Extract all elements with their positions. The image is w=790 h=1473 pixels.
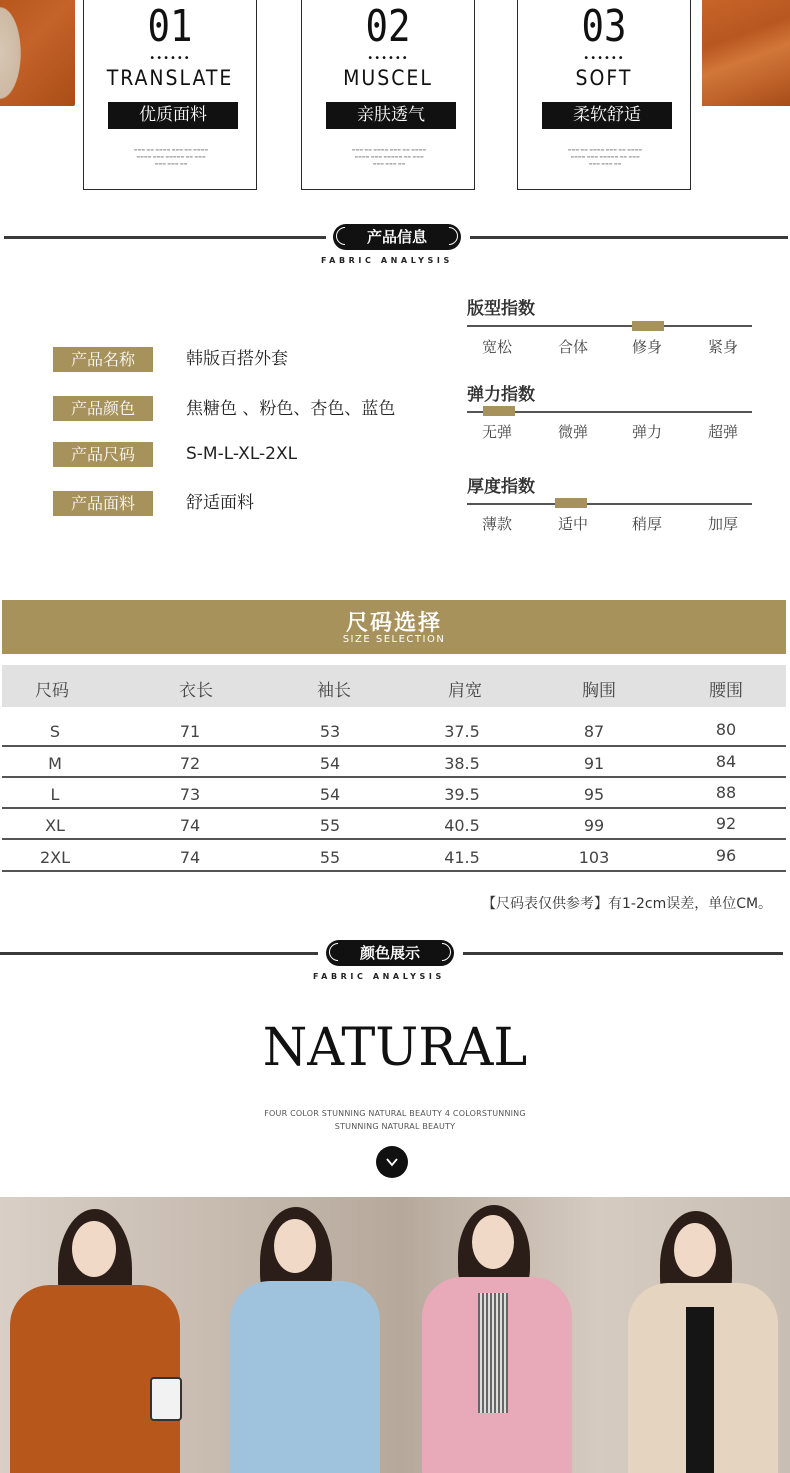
table-cell: 39.5 (444, 785, 480, 804)
info-label-size: 产品尺码 (53, 442, 153, 467)
feature-chinese: 亲肤透气 (326, 102, 456, 129)
row-divider (2, 776, 786, 778)
info-value-size: S-M-L-XL-2XL (186, 444, 298, 464)
table-cell: 91 (583, 754, 605, 773)
table-cell: 80 (715, 720, 737, 739)
size-table-note: 【尺码表仅供参考】有1-2cm误差，单位CM。 (482, 896, 773, 912)
index-title-thickness: 厚度指数 (467, 477, 535, 497)
table-cell: 55 (319, 848, 341, 867)
index-option: 修身 (631, 338, 662, 356)
table-cell: 92 (715, 814, 737, 833)
info-value-name: 韩版百搭外套 (186, 349, 288, 369)
table-row (2, 785, 786, 816)
feature-chinese: 柔软舒适 (542, 102, 672, 129)
feature-fine-print-decoration: ▬▬▬ ▬▬ ▬▬▬▬ ▬▬▬ ▬▬ ▬▬▬▬ ▬▬▬▬ ▬▬▬ ▬▬▬▬▬ ▬▬ ▬▬▬ ▬▬▬ ▬▬▬ ▬▬ (133, 147, 209, 166)
table-cell: 54 (319, 785, 341, 804)
index-option: 稍厚 (631, 515, 662, 533)
feature-dots: •••••• (149, 53, 191, 64)
table-cell: 41.5 (444, 848, 480, 867)
table-cell: 40.5 (444, 816, 480, 835)
table-cell: 95 (583, 785, 605, 804)
table-cell: 99 (583, 816, 605, 835)
table-row (2, 816, 786, 847)
info-label-color: 产品颜色 (53, 396, 153, 421)
fabric-swatch-left (0, 0, 75, 106)
table-cell: 84 (715, 752, 737, 771)
inner-striped-top (478, 1293, 508, 1413)
section-header-subtitle: FABRIC ANALYSIS (321, 256, 453, 265)
index-marker-thickness (555, 498, 587, 508)
info-label-name: 产品名称 (53, 347, 153, 372)
model-photo-caramel (0, 1197, 200, 1473)
table-cell: 71 (179, 722, 201, 741)
table-cell: S (49, 722, 61, 741)
size-selection-title: 尺码选择 (345, 610, 442, 636)
table-row (2, 754, 786, 785)
index-title-fit: 版型指数 (467, 299, 535, 319)
table-cell: 87 (583, 722, 605, 741)
index-title-elasticity: 弹力指数 (467, 385, 535, 405)
table-cell: M (48, 754, 62, 773)
feature-fine-print-decoration: ▬▬▬ ▬▬ ▬▬▬▬ ▬▬▬ ▬▬ ▬▬▬▬ ▬▬▬▬ ▬▬▬ ▬▬▬▬▬ ▬▬ ▬▬▬ ▬▬▬ ▬▬▬ ▬▬ (351, 147, 427, 166)
feature-dots: •••••• (583, 53, 625, 64)
model-face (72, 1221, 116, 1277)
feature-number: 02 (365, 1, 411, 52)
table-cell: 38.5 (444, 754, 480, 773)
index-option: 超弹 (707, 423, 738, 441)
index-option: 加厚 (707, 515, 738, 533)
index-marker-fit (632, 321, 664, 331)
table-cell: 96 (715, 846, 737, 865)
index-option: 弹力 (631, 423, 662, 441)
table-cell: 73 (179, 785, 201, 804)
index-option: 薄款 (481, 515, 512, 533)
index-option: 无弹 (481, 423, 512, 441)
inner-dress (686, 1307, 714, 1473)
feature-number: 01 (147, 1, 193, 52)
table-cell: 72 (179, 754, 201, 773)
table-cell: 74 (179, 816, 201, 835)
row-divider (2, 838, 786, 840)
column-header: 衣长 (179, 681, 213, 701)
row-divider (2, 807, 786, 809)
feature-number: 03 (581, 1, 627, 52)
size-selection-subtitle: SIZE SELECTION (342, 634, 446, 645)
table-cell: L (50, 785, 60, 804)
info-label-fabric: 产品面料 (53, 491, 153, 516)
index-scale-fit (467, 325, 752, 327)
column-header: 尺码 (35, 681, 69, 701)
table-cell: 55 (319, 816, 341, 835)
column-header: 胸围 (582, 681, 616, 701)
row-divider (2, 745, 786, 747)
feature-dots: •••••• (367, 53, 409, 64)
model-face (674, 1223, 716, 1277)
natural-title: NATURAL (262, 1018, 528, 1078)
feature-card-3 (517, 0, 691, 190)
index-option: 适中 (557, 515, 588, 533)
feature-card-1 (83, 0, 257, 190)
model-photo-apricot (600, 1197, 790, 1473)
size-table-header (2, 665, 786, 707)
model-photo-blue (200, 1197, 400, 1473)
table-row (2, 722, 786, 753)
info-value-fabric: 舒适面料 (186, 493, 254, 513)
index-option: 紧身 (707, 338, 738, 356)
table-cell: 37.5 (444, 722, 480, 741)
table-cell: 2XL (39, 848, 71, 867)
model-coat (230, 1281, 380, 1473)
model-face (274, 1219, 316, 1273)
natural-subtitle-line2: STUNNING NATURAL BEAUTY (334, 1122, 456, 1131)
feature-chinese: 优质面料 (108, 102, 238, 129)
feature-english: SOFT (575, 66, 633, 90)
handbag (150, 1377, 182, 1421)
table-cell: 74 (179, 848, 201, 867)
feature-fine-print-decoration: ▬▬▬ ▬▬ ▬▬▬▬ ▬▬▬ ▬▬ ▬▬▬▬ ▬▬▬▬ ▬▬▬ ▬▬▬▬▬ ▬▬ ▬▬▬ ▬▬▬ ▬▬▬ ▬▬ (567, 147, 643, 166)
size-selection-banner (2, 600, 786, 654)
row-divider (2, 870, 786, 872)
info-value-color: 焦糖色 、粉色、杏色、蓝色 (186, 399, 396, 419)
model-face (472, 1215, 514, 1269)
column-header: 腰围 (709, 681, 743, 701)
feature-card-2 (301, 0, 475, 190)
table-cell: 53 (319, 722, 341, 741)
divider-line (0, 952, 318, 955)
divider-line (4, 236, 326, 239)
table-cell: XL (45, 816, 65, 835)
divider-line (470, 236, 788, 239)
column-header: 袖长 (317, 681, 351, 701)
feature-english: MUSCEL (343, 66, 433, 90)
table-cell: 103 (578, 848, 610, 867)
section-header-product-info: 产品信息 (333, 224, 461, 250)
table-cell: 88 (715, 783, 737, 802)
index-marker-elasticity (483, 406, 515, 416)
fabric-swatch-right (702, 0, 790, 106)
index-option: 合体 (557, 338, 588, 356)
section-header-subtitle: FABRIC ANALYSIS (313, 972, 445, 981)
natural-subtitle-line1: FOUR COLOR STUNNING NATURAL BEAUTY 4 COLORSTUNNING (264, 1109, 526, 1118)
column-header: 肩宽 (448, 681, 482, 701)
model-photo-pink (400, 1197, 600, 1473)
section-header-color-display: 颜色展示 (326, 940, 454, 966)
table-cell: 54 (319, 754, 341, 773)
index-option: 微弹 (557, 423, 588, 441)
index-scale-thickness (467, 503, 752, 505)
chevron-down-icon[interactable] (376, 1146, 408, 1178)
feature-english: TRANSLATE (106, 66, 234, 90)
divider-line (463, 952, 783, 955)
index-option: 宽松 (481, 338, 512, 356)
table-row (2, 848, 786, 879)
